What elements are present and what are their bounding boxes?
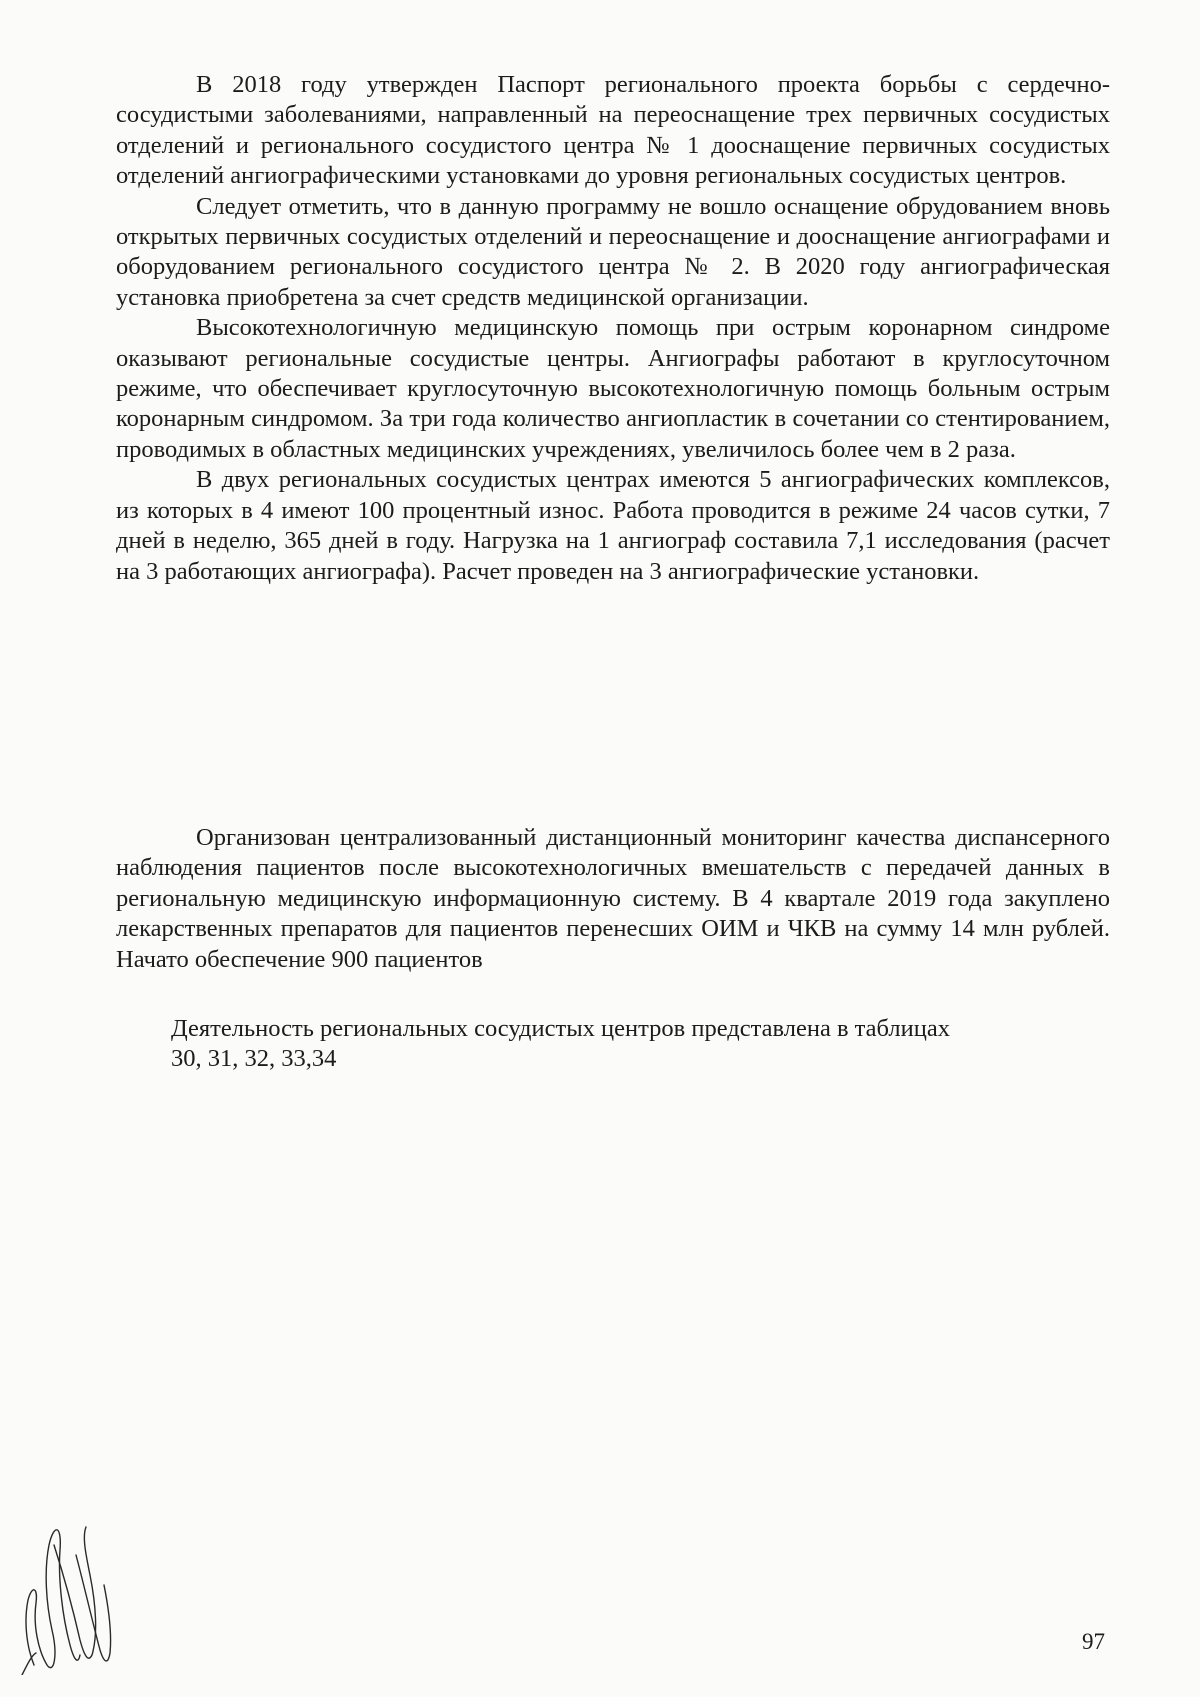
page-number: 97	[1082, 1629, 1105, 1654]
paragraph-monitoring: Организован централизованный дистанционный мониторинг качества диспансерного наблюдения пациентов после высокотехнологичных вмешательств с передачей данных в региональную медицинскую информационную систему. В 4 квартале 2019 года закуплено лекарственных препаратов для пациентов перенесших ОИМ и ЧКВ на сумму 14 млн рублей. Начато обеспечение 900 пациентов	[116, 824, 1110, 973]
tables-reference-numbers: 30, 31, 32, 33,34	[171, 1045, 337, 1073]
tables-reference	[171, 1014, 1091, 1075]
monitoring-text-block	[116, 823, 1110, 975]
paragraph-passport: В 2018 году утвержден Паспорт регионального проекта борьбы с сердечно-сосудистыми заболеваниями, направленный на переоснащение трех первичных сосудистых отделений и регионального сосудистого центра № 1 дооснащение первичных сосудистых отделений ангиографическими установками до уровня региональных сосудистых центров.	[116, 71, 1110, 190]
paragraph-high-tech-care: Высокотехнологичную медицинскую помощь при острым коронарном синдроме оказывают региональные сосудистые центры. Ангиографы работают в круглосуточном режиме, что обеспечивает круглосуточную высокотехнологичную помощь больным острым коронарным синдромом. За три года количество ангиопластик в сочетании со стентированием, проводимых в областных медицинских учреждениях, увеличилось более чем в 2 раза.	[116, 314, 1110, 463]
main-text-block	[116, 70, 1110, 587]
paragraph-angiography-complexes: В двух региональных сосудистых центрах имеются 5 ангиографических комплексов, из которых в 4 имеют 100 процентный износ. Работа проводится в режиме 24 часов сутки, 7 дней в неделю, 365 дней в году. Нагрузка на 1 ангиограф составила 7,1 исследования (расчет на 3 работающих ангиографа). Расчет проведен на 3 ангиографические установки.	[116, 466, 1110, 585]
handwritten-signature	[14, 1515, 134, 1675]
tables-reference-line: Деятельность региональных сосудистых центров представлена в таблицах	[171, 1015, 950, 1042]
paragraph-program-note: Следует отметить, что в данную программу не вошло оснащение обрудованием вновь открытых первичных сосудистых отделений и переоснащение и дооснащение ангиографами и оборудованием регионального сосудистого центра № 2. В 2020 году ангиографическая установка приобретена за счет средств медицинской организации.	[116, 192, 1110, 311]
